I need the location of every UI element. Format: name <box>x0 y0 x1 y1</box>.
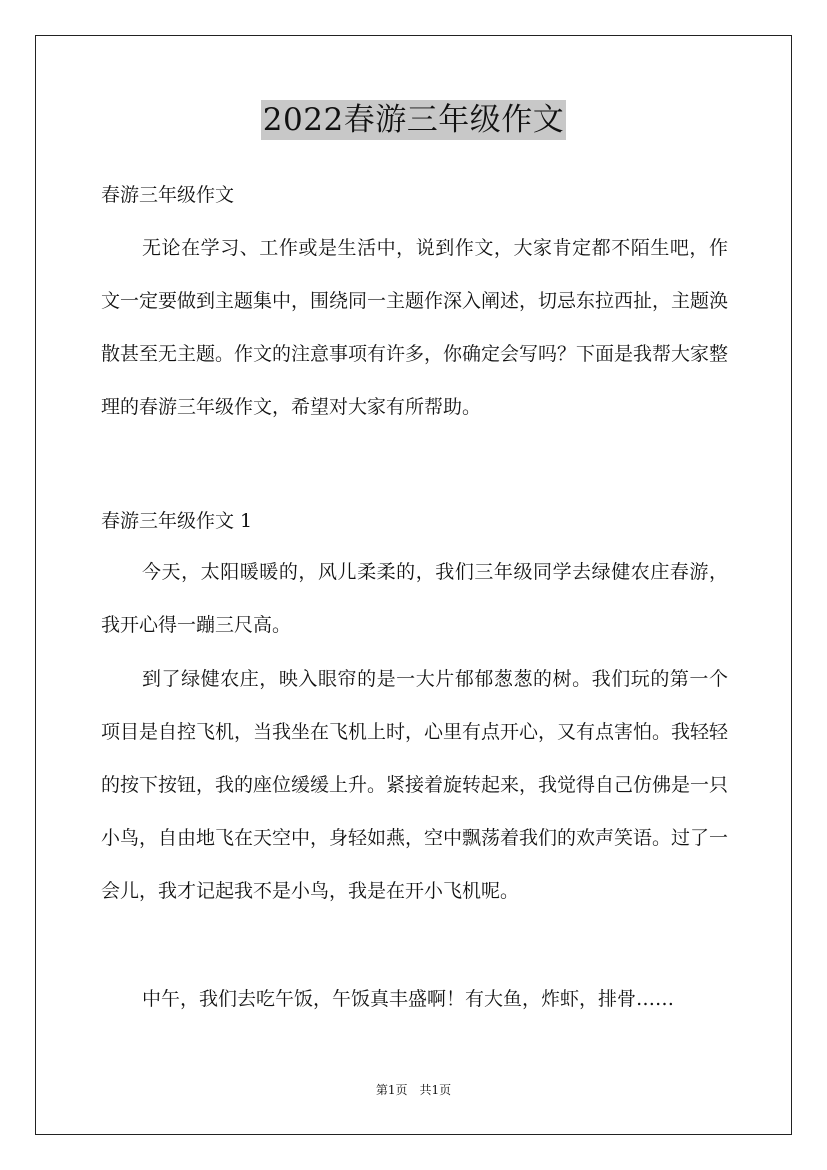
body-paragraph: 到了绿健农庄，映入眼帘的是一大片郁郁葱葱的树。我们玩的第一个项目是自控飞机，当我坐在飞机上时，心里有点开心，又有点害怕。我轻轻的按下按钮，我的座位缓缓上升。紧接着旋转起来，我觉得自己仿佛是一只小鸟，自由地飞在天空中，身轻如燕，空中飘荡着我们的欢声笑语。过了一会儿，我才记起我不是小鸟，我是在开小飞机呢。 <box>101 668 729 902</box>
intro-paragraph: 无论在学习、工作或是生活中，说到作文，大家肯定都不陌生吧，作文一定要做到主题集中，围绕同一主题作深入阐述，切忌东拉西扯，主题涣散甚至无主题。作文的注意事项有许多，你确定会写吗？下面是我帮大家整理的春游三年级作文，希望对大家有所帮助。 <box>101 237 729 418</box>
body-paragraph: 今天，太阳暖暖的，风儿柔柔的，我们三年级同学去绿健农庄春游，我开心得一蹦三尺高。 <box>101 561 728 636</box>
section-heading: 春游三年级作文 1 <box>101 510 253 532</box>
document-title: 2022春游三年级作文 <box>262 102 565 138</box>
document-subtitle: 春游三年级作文 <box>101 184 235 206</box>
title-container <box>0 100 827 140</box>
page-footer <box>0 1082 827 1098</box>
body-paragraph: 中午，我们去吃午饭，午饭真丰盛啊！有大鱼，炸虾，排骨…… <box>142 988 675 1010</box>
page-number: 第1页 共1页 <box>375 1083 452 1097</box>
